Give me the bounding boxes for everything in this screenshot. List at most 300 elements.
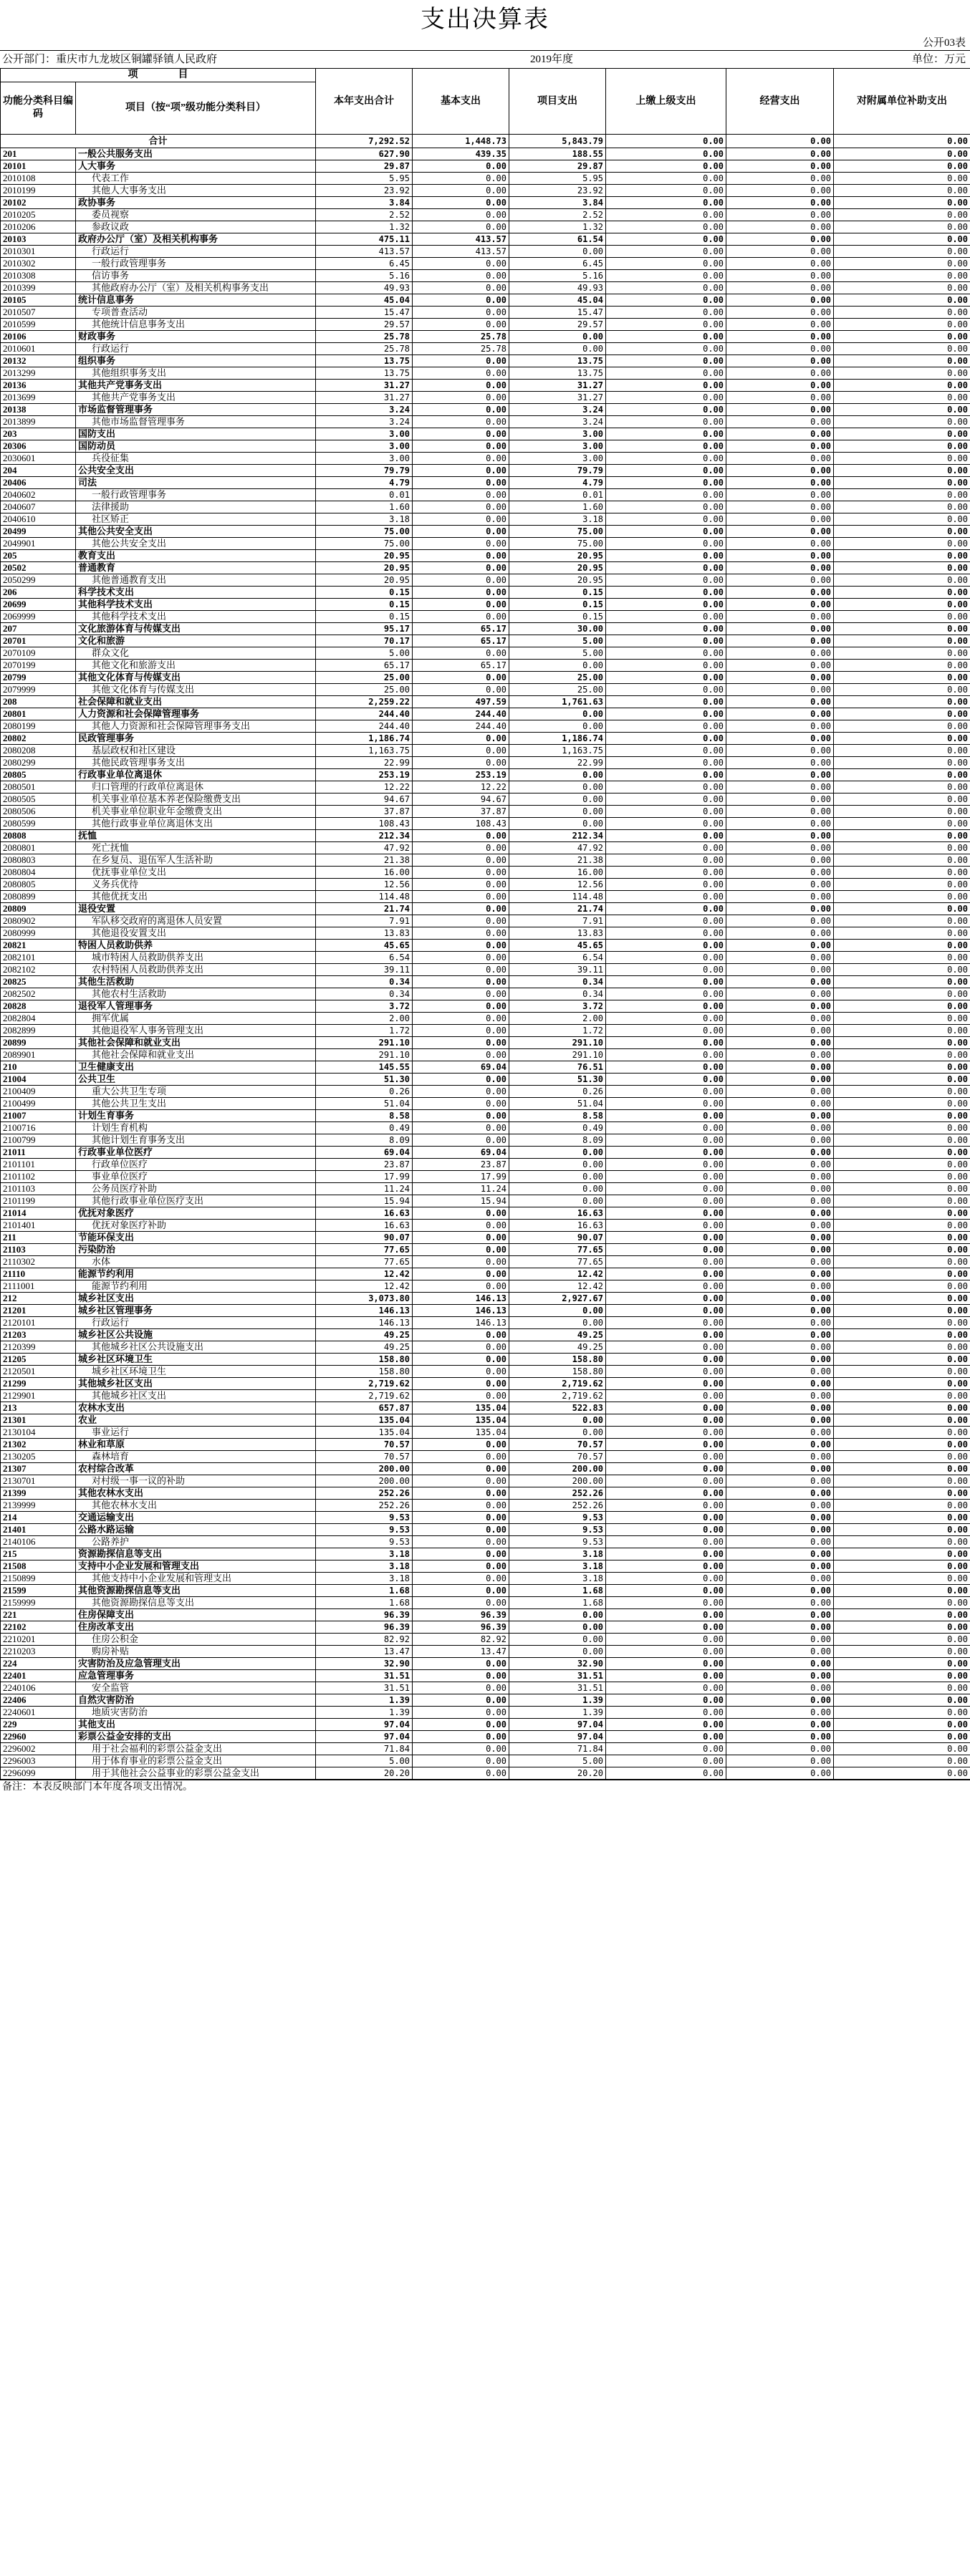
amount-cell: 0.00 <box>413 672 509 684</box>
amount-cell: 0.00 <box>726 562 834 574</box>
subject-name: 其他统计信息事务支出 <box>76 319 316 331</box>
amount-cell: 47.92 <box>316 842 413 854</box>
subject-name: 民政管理事务 <box>76 733 316 745</box>
amount-cell: 0.00 <box>413 1439 509 1451</box>
subject-name: 公共卫生 <box>76 1074 316 1086</box>
table-row <box>1 440 970 453</box>
subject-name: 优抚对象医疗 <box>76 1207 316 1220</box>
subject-name: 特困人员救助供养 <box>76 940 316 952</box>
amount-cell: 0.00 <box>413 927 509 940</box>
amount-cell: 212.34 <box>509 830 606 842</box>
amount-cell: 253.19 <box>316 769 413 781</box>
amount-cell: 0.00 <box>726 1427 834 1439</box>
amount-cell: 0.00 <box>413 1719 509 1731</box>
amount-cell: 61.54 <box>509 233 606 246</box>
subject-code: 2030601 <box>1 453 76 465</box>
amount-cell: 0.00 <box>726 440 834 453</box>
subject-name: 其他资源勘探信息等支出 <box>76 1597 316 1609</box>
amount-cell: 94.67 <box>413 793 509 806</box>
amount-cell: 0.00 <box>834 1707 970 1719</box>
subject-code: 20799 <box>1 672 76 684</box>
subject-name: 其他人力资源和社会保障管理事务支出 <box>76 720 316 733</box>
amount-cell: 0.00 <box>413 1232 509 1244</box>
table-row <box>1 1256 970 1268</box>
table-row <box>1 1731 970 1743</box>
subject-name: 其他农村生活救助 <box>76 988 316 1000</box>
table-row <box>1 1487 970 1500</box>
amount-cell: 82.92 <box>316 1634 413 1646</box>
amount-cell: 0.00 <box>509 708 606 720</box>
subject-name: 农业 <box>76 1414 316 1427</box>
subject-code: 2139999 <box>1 1500 76 1512</box>
subject-code: 20802 <box>1 733 76 745</box>
amount-cell: 1.68 <box>509 1597 606 1609</box>
subject-code: 2110302 <box>1 1256 76 1268</box>
amount-cell: 0.00 <box>834 745 970 757</box>
amount-cell: 0.00 <box>606 672 726 684</box>
amount-cell: 0.00 <box>413 1378 509 1390</box>
table-row <box>1 1220 970 1232</box>
subject-name: 节能环保支出 <box>76 1232 316 1244</box>
amount-cell: 0.00 <box>413 587 509 599</box>
amount-cell: 0.00 <box>606 1731 726 1743</box>
amount-cell: 0.00 <box>413 380 509 392</box>
subject-name: 拥军优属 <box>76 1013 316 1025</box>
amount-cell: 0.00 <box>726 185 834 197</box>
subject-name: 专项普查活动 <box>76 307 316 319</box>
subject-code: 206 <box>1 587 76 599</box>
amount-cell: 75.00 <box>509 526 606 538</box>
amount-cell: 0.00 <box>726 1585 834 1597</box>
table-row <box>1 1524 970 1536</box>
amount-cell: 0.00 <box>834 1232 970 1244</box>
header-remit: 上缴上级支出 <box>606 69 726 135</box>
amount-cell: 0.00 <box>726 684 834 696</box>
table-row <box>1 1232 970 1244</box>
amount-cell: 3.18 <box>316 1548 413 1560</box>
amount-cell: 0.00 <box>606 1439 726 1451</box>
total-cell: 0.00 <box>834 135 970 148</box>
amount-cell: 0.00 <box>834 720 970 733</box>
amount-cell: 0.00 <box>413 1280 509 1293</box>
amount-cell: 0.00 <box>726 1634 834 1646</box>
subject-code: 212 <box>1 1293 76 1305</box>
amount-cell: 0.00 <box>413 757 509 769</box>
amount-cell: 0.00 <box>606 367 726 380</box>
amount-cell: 0.00 <box>606 1402 726 1414</box>
amount-cell: 0.00 <box>509 720 606 733</box>
subject-code: 2101199 <box>1 1195 76 1207</box>
amount-cell: 0.00 <box>726 343 834 355</box>
subject-code: 2010205 <box>1 209 76 221</box>
amount-cell: 0.00 <box>726 221 834 233</box>
amount-cell: 0.00 <box>726 757 834 769</box>
amount-cell: 51.04 <box>316 1098 413 1110</box>
amount-cell: 29.57 <box>509 319 606 331</box>
subject-code: 203 <box>1 428 76 440</box>
amount-cell: 21.38 <box>509 854 606 867</box>
table-row <box>1 1305 970 1317</box>
amount-cell: 0.00 <box>606 940 726 952</box>
total-row <box>1 135 970 148</box>
amount-cell: 0.00 <box>726 501 834 513</box>
amount-cell: 70.17 <box>316 635 413 647</box>
subject-code: 22960 <box>1 1731 76 1743</box>
table-row <box>1 513 970 526</box>
unit-label: 单位：万元 <box>911 54 966 65</box>
amount-cell: 439.35 <box>413 148 509 160</box>
subject-code: 210 <box>1 1061 76 1074</box>
amount-cell: 96.39 <box>316 1609 413 1621</box>
subject-name: 用于体育事业的彩票公益金支出 <box>76 1755 316 1767</box>
amount-cell: 0.00 <box>606 1427 726 1439</box>
amount-cell: 0.00 <box>726 1719 834 1731</box>
total-cell: 1,448.73 <box>413 135 509 148</box>
amount-cell: 0.00 <box>726 708 834 720</box>
subject-code: 2080506 <box>1 806 76 818</box>
table-row <box>1 1682 970 1694</box>
amount-cell: 0.00 <box>834 392 970 404</box>
amount-cell: 0.00 <box>834 684 970 696</box>
amount-cell: 0.00 <box>413 1463 509 1475</box>
table-row <box>1 148 970 160</box>
amount-cell: 13.83 <box>316 927 413 940</box>
footnote: 备注：本表反映部门本年度各项支出情况。 <box>0 1780 970 1795</box>
amount-cell: 0.00 <box>413 1767 509 1780</box>
table-row <box>1 1767 970 1780</box>
amount-cell: 0.00 <box>834 380 970 392</box>
subject-code: 2080803 <box>1 854 76 867</box>
amount-cell: 252.26 <box>509 1487 606 1500</box>
amount-cell: 0.00 <box>606 343 726 355</box>
subject-name: 法律援助 <box>76 501 316 513</box>
amount-cell: 0.00 <box>834 587 970 599</box>
amount-cell: 0.00 <box>726 1524 834 1536</box>
amount-cell: 0.00 <box>726 246 834 258</box>
amount-cell: 0.00 <box>413 1074 509 1086</box>
subject-code: 221 <box>1 1609 76 1621</box>
amount-cell: 20.95 <box>509 550 606 562</box>
subject-code: 2100499 <box>1 1098 76 1110</box>
table-row <box>1 392 970 404</box>
subject-name: 城乡社区环境卫生 <box>76 1366 316 1378</box>
amount-cell: 0.00 <box>726 513 834 526</box>
amount-cell: 291.10 <box>316 1049 413 1061</box>
amount-cell: 188.55 <box>509 148 606 160</box>
subject-name: 优抚事业单位支出 <box>76 867 316 879</box>
amount-cell: 8.58 <box>316 1110 413 1122</box>
amount-cell: 0.00 <box>834 1183 970 1195</box>
table-row <box>1 684 970 696</box>
table-row <box>1 477 970 489</box>
amount-cell: 0.00 <box>834 964 970 976</box>
amount-cell: 497.59 <box>413 696 509 708</box>
amount-cell: 0.00 <box>726 1000 834 1013</box>
amount-cell: 0.00 <box>413 173 509 185</box>
amount-cell: 0.00 <box>726 1098 834 1110</box>
table-row <box>1 453 970 465</box>
subject-code: 20132 <box>1 355 76 367</box>
amount-cell: 0.00 <box>606 964 726 976</box>
amount-cell: 253.19 <box>413 769 509 781</box>
amount-cell: 29.57 <box>316 319 413 331</box>
amount-cell: 49.25 <box>316 1341 413 1354</box>
amount-cell: 71.84 <box>316 1743 413 1755</box>
amount-cell: 0.00 <box>413 1122 509 1134</box>
table-row <box>1 1000 970 1013</box>
amount-cell: 0.00 <box>606 526 726 538</box>
amount-cell: 3.84 <box>316 197 413 209</box>
subject-code: 229 <box>1 1719 76 1731</box>
table-row <box>1 867 970 879</box>
table-row <box>1 1694 970 1707</box>
amount-cell: 0.00 <box>413 574 509 587</box>
amount-cell: 0.00 <box>413 976 509 988</box>
amount-cell: 0.00 <box>606 294 726 307</box>
amount-cell: 0.00 <box>726 806 834 818</box>
subject-name: 农村特困人员救助供养支出 <box>76 964 316 976</box>
subject-name: 科学技术支出 <box>76 587 316 599</box>
amount-cell: 158.80 <box>509 1366 606 1378</box>
total-cell: 7,292.52 <box>316 135 413 148</box>
amount-cell: 0.00 <box>606 781 726 793</box>
amount-cell: 0.00 <box>834 903 970 915</box>
table-row <box>1 988 970 1000</box>
subject-name: 其他公共安全支出 <box>76 526 316 538</box>
subject-name: 社区矫正 <box>76 513 316 526</box>
amount-cell: 0.00 <box>509 1195 606 1207</box>
amount-cell: 16.63 <box>509 1220 606 1232</box>
amount-cell: 4.79 <box>316 477 413 489</box>
amount-cell: 65.17 <box>413 635 509 647</box>
amount-cell: 0.00 <box>726 1256 834 1268</box>
table-row <box>1 270 970 282</box>
amount-cell: 0.00 <box>606 1159 726 1171</box>
amount-cell: 0.00 <box>726 209 834 221</box>
amount-cell: 45.65 <box>316 940 413 952</box>
subject-code: 20805 <box>1 769 76 781</box>
amount-cell: 0.00 <box>834 781 970 793</box>
subject-name: 其他科学技术支出 <box>76 611 316 623</box>
subject-name: 城乡社区支出 <box>76 1293 316 1305</box>
subject-code: 20306 <box>1 440 76 453</box>
amount-cell: 0.00 <box>726 1244 834 1256</box>
amount-cell: 0.00 <box>834 1037 970 1049</box>
table-row <box>1 1670 970 1682</box>
amount-cell: 51.30 <box>509 1074 606 1086</box>
table-row <box>1 611 970 623</box>
subject-name: 退役安置 <box>76 903 316 915</box>
amount-cell: 0.00 <box>834 538 970 550</box>
subject-name: 交通运输支出 <box>76 1512 316 1524</box>
amount-cell: 17.99 <box>413 1171 509 1183</box>
table-row <box>1 319 970 331</box>
subject-name: 一般行政管理事务 <box>76 489 316 501</box>
amount-cell: 3.18 <box>509 1573 606 1585</box>
amount-cell: 2,719.62 <box>316 1390 413 1402</box>
subject-code: 2013299 <box>1 367 76 380</box>
amount-cell: 0.00 <box>726 489 834 501</box>
table-row <box>1 1634 970 1646</box>
amount-cell: 0.00 <box>606 1573 726 1585</box>
table-row <box>1 1122 970 1134</box>
amount-cell: 25.78 <box>316 331 413 343</box>
subject-name: 其他公共安全支出 <box>76 538 316 550</box>
amount-cell: 31.51 <box>316 1682 413 1694</box>
amount-cell: 0.00 <box>606 465 726 477</box>
amount-cell: 0.00 <box>606 1548 726 1560</box>
amount-cell: 96.39 <box>413 1609 509 1621</box>
amount-cell: 0.00 <box>726 696 834 708</box>
subject-code: 22102 <box>1 1621 76 1634</box>
amount-cell: 1.32 <box>316 221 413 233</box>
subject-code: 2010599 <box>1 319 76 331</box>
amount-cell: 0.00 <box>726 720 834 733</box>
subject-code: 2040610 <box>1 513 76 526</box>
table-row <box>1 1427 970 1439</box>
amount-cell: 0.00 <box>413 513 509 526</box>
subject-code: 20499 <box>1 526 76 538</box>
subject-code: 21011 <box>1 1147 76 1159</box>
amount-cell: 413.57 <box>316 246 413 258</box>
subject-code: 20828 <box>1 1000 76 1013</box>
amount-cell: 0.00 <box>726 160 834 173</box>
subject-code: 2129901 <box>1 1390 76 1402</box>
amount-cell: 0.00 <box>413 453 509 465</box>
amount-cell: 0.00 <box>834 854 970 867</box>
amount-cell: 96.39 <box>413 1621 509 1634</box>
amount-cell: 0.00 <box>413 258 509 270</box>
subject-name: 抚恤 <box>76 830 316 842</box>
amount-cell: 0.00 <box>413 489 509 501</box>
amount-cell: 65.17 <box>413 623 509 635</box>
subject-code: 2120399 <box>1 1341 76 1354</box>
subject-name: 信访事务 <box>76 270 316 282</box>
amount-cell: 0.00 <box>726 380 834 392</box>
amount-cell: 0.00 <box>606 1293 726 1305</box>
table-row <box>1 1341 970 1354</box>
amount-cell: 3.18 <box>509 513 606 526</box>
subject-code: 2101401 <box>1 1220 76 1232</box>
amount-cell: 0.00 <box>413 550 509 562</box>
amount-cell: 0.00 <box>606 1244 726 1256</box>
table-row <box>1 1414 970 1427</box>
subject-name: 一般公共服务支出 <box>76 148 316 160</box>
amount-cell: 39.11 <box>509 964 606 976</box>
amount-cell: 20.95 <box>316 574 413 587</box>
amount-cell: 0.00 <box>509 1171 606 1183</box>
amount-cell: 0.00 <box>726 745 834 757</box>
subject-name: 其他社会保障和就业支出 <box>76 1037 316 1049</box>
amount-cell: 3.00 <box>509 440 606 453</box>
table-row <box>1 952 970 964</box>
amount-cell: 0.00 <box>606 1268 726 1280</box>
table-row <box>1 672 970 684</box>
amount-cell: 0.00 <box>726 1694 834 1707</box>
amount-cell: 0.00 <box>413 197 509 209</box>
subject-code: 2080902 <box>1 915 76 927</box>
amount-cell: 0.00 <box>606 1110 726 1122</box>
amount-cell: 0.00 <box>413 940 509 952</box>
amount-cell: 0.00 <box>606 574 726 587</box>
amount-cell: 77.65 <box>316 1256 413 1268</box>
amount-cell: 0.00 <box>726 1134 834 1147</box>
amount-cell: 0.00 <box>834 1220 970 1232</box>
amount-cell: 3.00 <box>509 453 606 465</box>
amount-cell: 0.00 <box>726 1086 834 1098</box>
table-row <box>1 1098 970 1110</box>
amount-cell: 0.00 <box>606 793 726 806</box>
amount-cell: 0.00 <box>509 1317 606 1329</box>
amount-cell: 0.00 <box>726 842 834 854</box>
table-row <box>1 757 970 769</box>
amount-cell: 200.00 <box>316 1475 413 1487</box>
subject-code: 21205 <box>1 1354 76 1366</box>
subject-name: 普通教育 <box>76 562 316 574</box>
amount-cell: 0.00 <box>726 1122 834 1134</box>
amount-cell: 0.00 <box>834 915 970 927</box>
subject-name: 其他计划生育事务支出 <box>76 1134 316 1147</box>
amount-cell: 0.00 <box>834 574 970 587</box>
amount-cell: 0.00 <box>834 319 970 331</box>
amount-cell: 45.65 <box>509 940 606 952</box>
total-cell: 0.00 <box>606 135 726 148</box>
amount-cell: 0.00 <box>413 1354 509 1366</box>
subject-code: 213 <box>1 1402 76 1414</box>
amount-cell: 0.00 <box>726 307 834 319</box>
subject-code: 20138 <box>1 404 76 416</box>
table-row <box>1 623 970 635</box>
subject-name: 文化和旅游 <box>76 635 316 647</box>
amount-cell: 0.00 <box>413 867 509 879</box>
amount-cell: 15.94 <box>413 1195 509 1207</box>
amount-cell: 13.75 <box>509 367 606 380</box>
subject-code: 21401 <box>1 1524 76 1536</box>
amount-cell: 0.00 <box>413 1049 509 1061</box>
table-row <box>1 160 970 173</box>
table-row <box>1 221 970 233</box>
table-row <box>1 1293 970 1305</box>
subject-name: 公务员医疗补助 <box>76 1183 316 1195</box>
amount-cell: 0.00 <box>726 1220 834 1232</box>
subject-code: 2100716 <box>1 1122 76 1134</box>
amount-cell: 0.00 <box>509 1183 606 1195</box>
amount-cell: 0.00 <box>413 830 509 842</box>
amount-cell: 0.01 <box>316 489 413 501</box>
amount-cell: 0.00 <box>606 440 726 453</box>
amount-cell: 0.00 <box>606 1487 726 1500</box>
amount-cell: 114.48 <box>316 891 413 903</box>
amount-cell: 1.39 <box>509 1707 606 1719</box>
amount-cell: 0.00 <box>413 842 509 854</box>
amount-cell: 146.13 <box>413 1305 509 1317</box>
amount-cell: 0.00 <box>726 1232 834 1244</box>
amount-cell: 39.11 <box>316 964 413 976</box>
subject-code: 224 <box>1 1658 76 1670</box>
amount-cell: 70.57 <box>316 1439 413 1451</box>
subject-name: 其他支出 <box>76 1719 316 1731</box>
table-row <box>1 501 970 513</box>
amount-cell: 6.45 <box>509 258 606 270</box>
subject-name: 农林水支出 <box>76 1402 316 1414</box>
amount-cell: 3.00 <box>316 453 413 465</box>
amount-cell: 0.00 <box>726 1658 834 1670</box>
amount-cell: 0.00 <box>834 891 970 903</box>
amount-cell: 0.00 <box>834 1074 970 1086</box>
subject-code: 2070109 <box>1 647 76 660</box>
amount-cell: 0.00 <box>509 793 606 806</box>
subject-code: 2082102 <box>1 964 76 976</box>
